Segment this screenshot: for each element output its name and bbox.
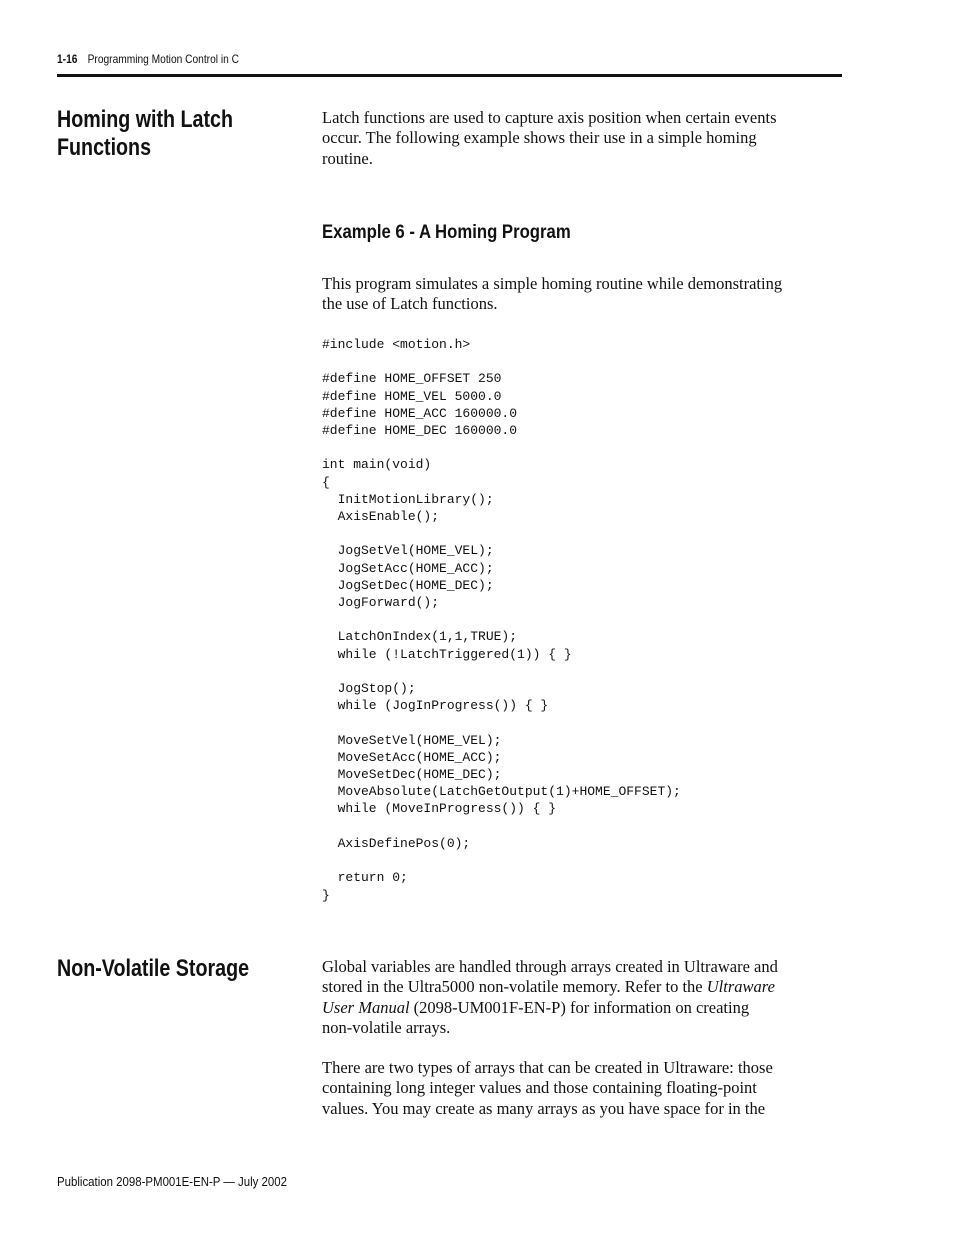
homing-heading-line-1: Homing with Latch (57, 106, 234, 133)
paragraph-line: values. You may create as many arrays as you have space for in the (322, 1098, 766, 1118)
example-heading: Example 6 - A Homing Program (322, 222, 571, 243)
header-rule (57, 74, 842, 77)
paragraph-line: the use of Latch functions. (322, 294, 498, 314)
paragraph-line: containing long integer values and those containing floating-point (322, 1078, 757, 1098)
paragraph-line: Global variables are handled through arrays created in Ultraware and (322, 957, 778, 976)
paragraph-line: non-volatile arrays. (322, 1017, 451, 1037)
nonvolatile-paragraph-2 (322, 1058, 842, 1119)
text-run: stored in the Ultra5000 non-volatile memory. Refer to the (322, 977, 707, 997)
paragraph-line: occur. The following example shows their use in a simple homing (322, 128, 757, 148)
paragraph-line: Latch functions are used to capture axis position when certain events (322, 108, 777, 127)
manual-title-italic: User Manual (322, 997, 410, 1017)
example-description (322, 274, 842, 315)
paragraph-line (322, 998, 842, 1018)
manual-title-italic: Ultraware (706, 977, 775, 997)
running-header (57, 52, 239, 66)
text-run: (2098-UM001F-EN-P) for information on creating (409, 997, 750, 1017)
paragraph-line: routine. (322, 148, 373, 168)
homing-heading-line-2: Functions (57, 134, 152, 161)
homing-intro-paragraph (322, 108, 842, 169)
nonvolatile-paragraph-1 (322, 957, 842, 1038)
chapter-title: Programming Motion Control in C (87, 52, 239, 66)
paragraph-line (322, 977, 842, 997)
paragraph-line: There are two types of arrays that can be created in Ultraware: those (322, 1058, 773, 1077)
paragraph-line: This program simulates a simple homing routine while demonstrating (322, 274, 783, 293)
page-number: 1-16 (57, 52, 78, 66)
nonvolatile-heading: Non-Volatile Storage (57, 955, 250, 982)
publication-footer: Publication 2098-PM001E-EN-P — July 2002 (57, 1174, 287, 1189)
homing-heading (57, 106, 233, 162)
code-listing: #include <motion.h> #define HOME_OFFSET 250 #define HOME_VEL 5000.0 #define HOME_ACC 160000.0 #define HOME_DEC 160000.0 int main(void) { InitMotionLibrary(); AxisEnable(); JogSetVel(HOME_VEL); JogSetAcc(HOME_ACC); JogSetDec(HOME_DEC); JogForward(); LatchOnIndex(1,1,TRUE); while (!LatchTriggered(1)) { } JogStop(); while (JogInProgress()) { } MoveSetVel(HOME_VEL); MoveSetAcc(HOME_ACC); MoveSetDec(HOME_DEC); MoveAbsolute(LatchGetOutput(1)+HOME_OFFSET); while (MoveInProgress()) { } AxisDefinePos(0); return 0; } (322, 337, 681, 903)
